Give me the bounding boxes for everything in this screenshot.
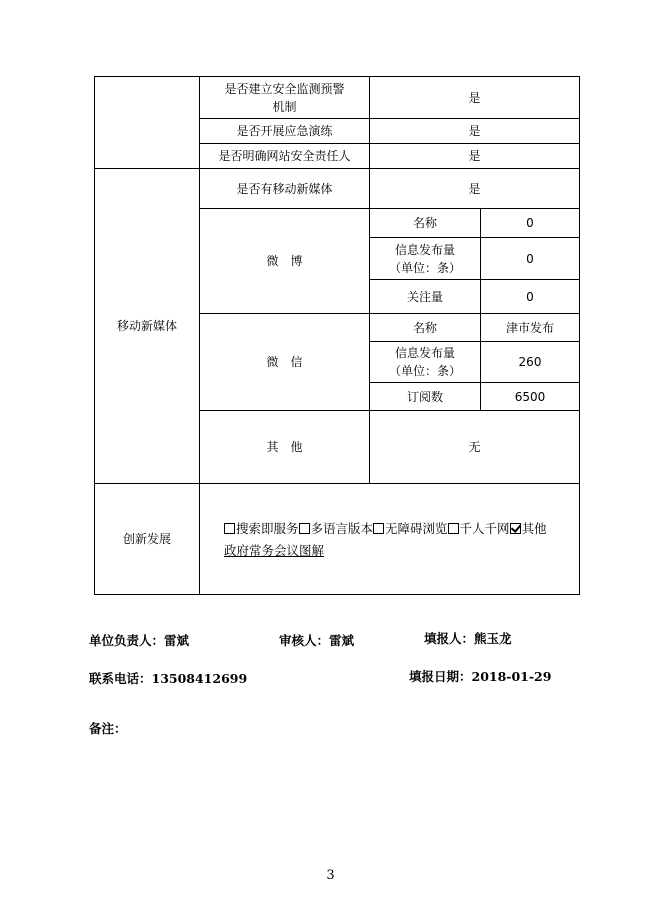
innovation-option	[299, 521, 374, 536]
innovation-option	[373, 521, 448, 536]
weibo-label: 微 博	[266, 254, 303, 268]
unchecked-box-icon[interactable]	[299, 523, 310, 534]
weibo-followers-value: 0	[526, 289, 534, 304]
other-media-value: 无	[468, 440, 481, 454]
monitoring-value: 是	[468, 90, 481, 105]
page-number: 3	[326, 868, 335, 883]
fill-date: 填报日期：2018-01-29	[409, 669, 552, 684]
drill-label: 是否开展应急演练	[236, 124, 333, 138]
reviewer: 审核人：雷斌	[279, 633, 355, 648]
wechat-posts-label	[370, 342, 480, 382]
unchecked-box-icon[interactable]	[224, 523, 235, 534]
weibo-posts-label	[370, 238, 480, 279]
innovation-label: 创新发展	[122, 532, 171, 546]
wechat-name-label: 名称	[412, 320, 437, 335]
unchecked-box-icon[interactable]	[448, 523, 459, 534]
innovation-option-label: 多语言版本	[310, 521, 374, 536]
wechat-posts-value: 260	[518, 355, 542, 369]
wechat-label: 微 信	[266, 355, 303, 369]
innovation-option	[224, 521, 299, 536]
innovation-checkbox-row	[224, 518, 576, 540]
monitoring-label-line1: 是否建立安全监测预警	[224, 81, 345, 96]
has-media-label: 是否有移动新媒体	[236, 181, 333, 196]
innovation-option-label: 其他	[521, 521, 547, 536]
weibo-name-value: 0	[526, 216, 534, 230]
contact-phone: 联系电话：13508412699	[89, 671, 248, 686]
innovation-other-text: 政府常务会议图解	[224, 543, 325, 558]
wechat-name-value: 津市发布	[505, 320, 554, 335]
unchecked-box-icon[interactable]	[373, 523, 384, 534]
wechat-posts-label-line2: （单位：条）	[388, 364, 461, 378]
checked-box-icon[interactable]	[510, 523, 521, 534]
weibo-posts-label-line2: （单位：条）	[388, 260, 461, 275]
table-bottom-border	[94, 594, 580, 595]
wechat-subscribers-label: 订阅数	[406, 389, 443, 404]
innovation-options	[224, 518, 576, 562]
drill-value: 是	[468, 124, 481, 138]
other-media-label: 其 他	[266, 440, 303, 454]
innovation-option	[510, 521, 547, 536]
weibo-followers-label: 关注量	[406, 289, 443, 304]
innovation-option-label: 搜索即服务	[236, 521, 299, 536]
wechat-posts-label-line1: 信息发布量	[394, 346, 455, 360]
monitoring-label-line2: 机制	[272, 99, 297, 114]
table-right-border	[579, 76, 580, 595]
wechat-subscribers-value: 6500	[514, 389, 546, 404]
responsible-value: 是	[468, 149, 481, 163]
responsible-label: 是否明确网站安全责任人	[218, 149, 351, 163]
weibo-posts-label-line1: 信息发布量	[394, 242, 455, 257]
has-media-value: 是	[468, 181, 481, 196]
weibo-posts-value: 0	[526, 251, 534, 266]
monitoring-label	[200, 77, 369, 118]
unit-head: 单位负责人：雷斌	[89, 633, 190, 648]
innovation-option	[448, 521, 510, 536]
innovation-option-label: 无障碍浏览	[385, 521, 448, 536]
innovation-option-label: 千人千网	[459, 521, 510, 536]
mobile-media-section-label: 移动新媒体	[116, 319, 177, 333]
weibo-name-label: 名称	[412, 216, 437, 230]
filler: 填报人：熊玉龙	[424, 631, 512, 646]
remarks: 备注：	[89, 721, 127, 736]
